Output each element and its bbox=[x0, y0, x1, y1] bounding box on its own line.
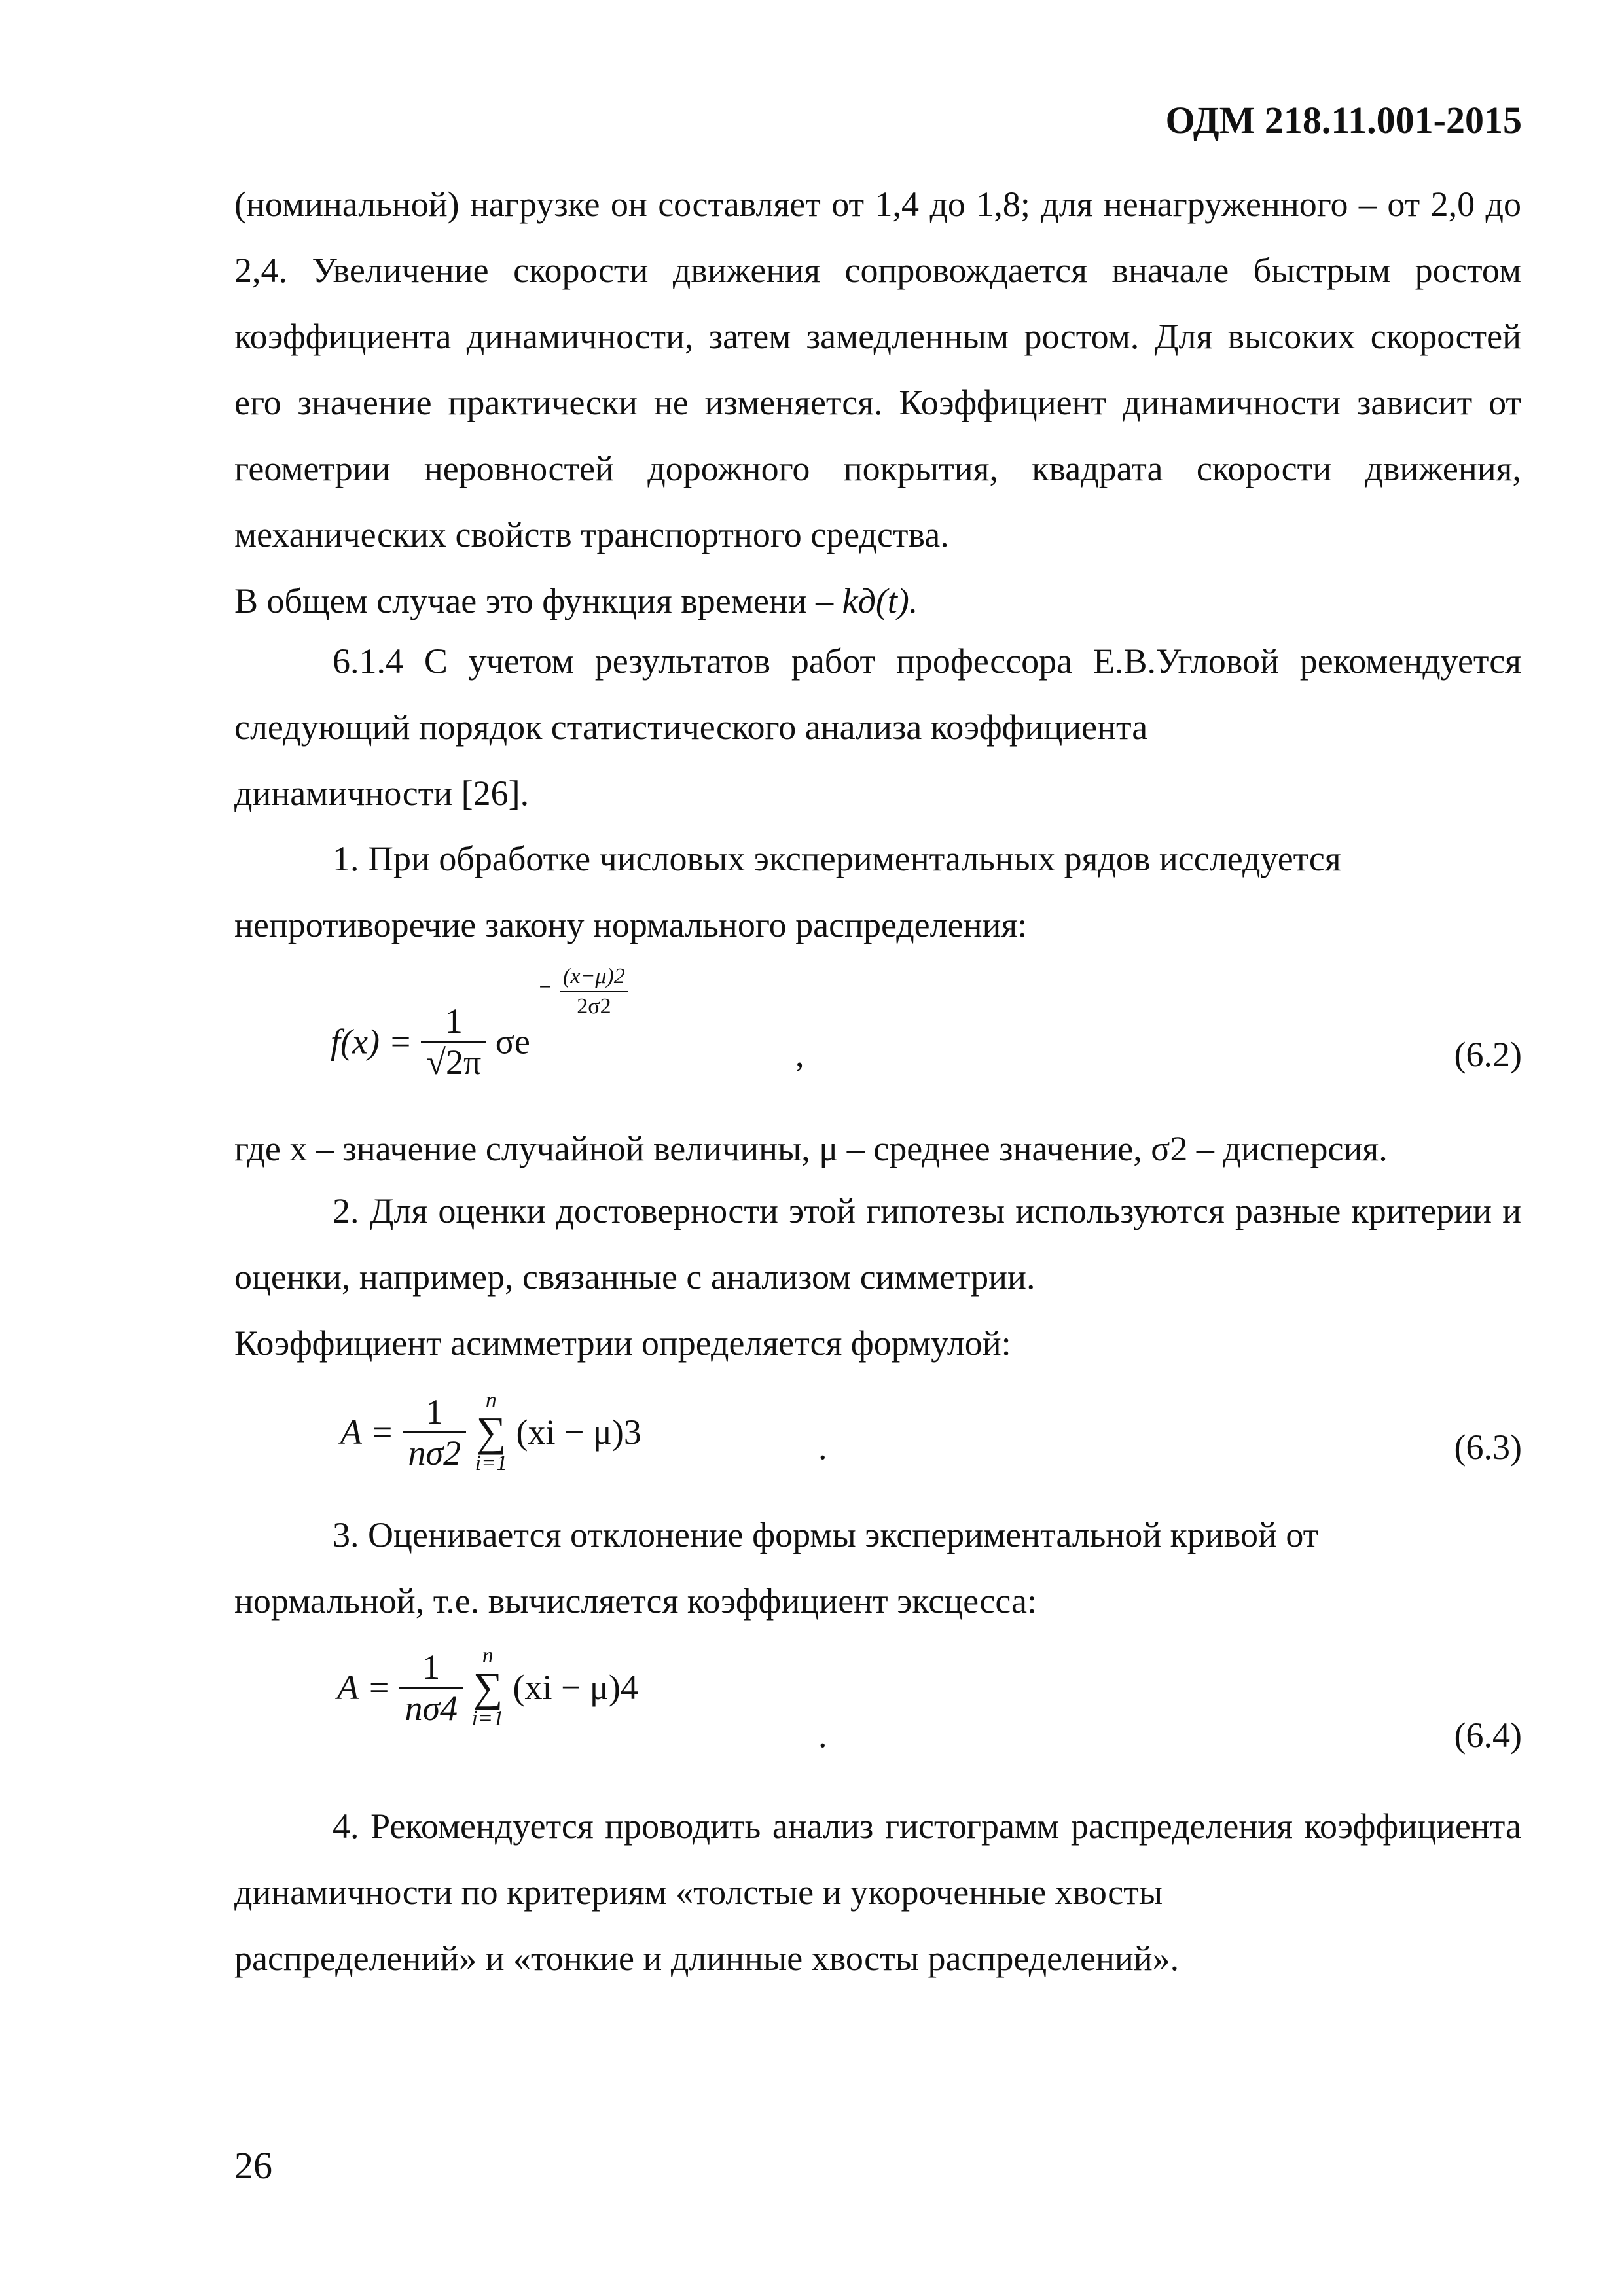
paragraph-6-last-line: распределений» и «тонкие и длинные хвосты распределений». bbox=[234, 1939, 1180, 1978]
formula-6-3-fraction bbox=[403, 1392, 466, 1473]
equation-number-6-4: (6.4) bbox=[1454, 1715, 1522, 1755]
formula-6-3-denominator: nσ2 bbox=[408, 1433, 461, 1473]
paragraph-2 bbox=[234, 628, 1521, 827]
paragraph-3-last-line: непротиворечие закону нормального распределения: bbox=[234, 905, 1028, 944]
formula-6-3-sum-upper: n bbox=[485, 1388, 497, 1412]
formula-6-3-sum-lower: i=1 bbox=[475, 1451, 507, 1475]
paragraph-6-body: 4. Рекомендуется проводить анализ гистограмм распределения коэффициента динамичности по критериям «толстые и укороченные хвосты bbox=[234, 1806, 1521, 1912]
formula-6-4-sum-lower: i=1 bbox=[471, 1706, 504, 1731]
formula-6-2-tail: σe bbox=[495, 1022, 530, 1062]
formula-6-2-denominator: √2π bbox=[426, 1043, 482, 1082]
formula-6-4-sum-upper: n bbox=[482, 1643, 494, 1668]
equation-number-6-3: (6.3) bbox=[1454, 1427, 1522, 1467]
formula-6-2-punct: , bbox=[795, 1035, 804, 1074]
formula-6-4-body: (xi − μ)4 bbox=[513, 1668, 638, 1707]
variables-explanation bbox=[234, 1116, 1521, 1182]
sigma-sum-icon: ∑ bbox=[476, 1408, 507, 1455]
paragraph-5 bbox=[234, 1502, 1521, 1634]
formula-6-4-punct: . bbox=[818, 1715, 827, 1755]
formula-6-3-lhs: A = bbox=[340, 1412, 394, 1452]
paragraph-2-last-line: динамичности [26]. bbox=[234, 774, 530, 813]
paragraph-5-last-line: нормальной, т.е. вычисляется коэффициент эксцесса: bbox=[234, 1581, 1037, 1621]
formula-6-3-sum bbox=[475, 1388, 507, 1477]
paragraph-6 bbox=[234, 1793, 1521, 1992]
formula-6-2-lhs: f(x) = bbox=[331, 1022, 412, 1062]
paragraph-4-body: 2. Для оценки достоверности этой гипотезы используются разные критерии и оценки, например, связанные с анализом симметрии. bbox=[234, 1191, 1521, 1297]
formula-6-2-exp-numerator: (x−μ)2 bbox=[560, 962, 628, 992]
formula-6-3 bbox=[340, 1388, 641, 1477]
page-number: 26 bbox=[234, 2144, 272, 2187]
formula-6-2-numerator: 1 bbox=[421, 1001, 486, 1043]
paragraph-1 bbox=[234, 171, 1521, 634]
formula-6-2-exponent bbox=[560, 962, 628, 1021]
paragraph-3-body: 1. При обработке числовых экспериментальных рядов исследуется bbox=[333, 839, 1341, 878]
formula-6-3-body: (xi − μ)3 bbox=[516, 1412, 641, 1452]
formula-6-2-exp-denominator: 2σ2 bbox=[577, 994, 611, 1018]
sigma-sum-icon: ∑ bbox=[473, 1664, 503, 1710]
formula-6-4-lhs: A = bbox=[337, 1668, 391, 1707]
formula-6-2-fraction bbox=[421, 1001, 486, 1082]
formula-6-3-numerator: 1 bbox=[403, 1392, 466, 1433]
formula-6-4 bbox=[337, 1643, 638, 1732]
paragraph-1-body: (номинальной) нагрузке он составляет от 1,4 до 1,8; для ненагруженного – от 2,0 до 2,4. Увеличение скорости движения сопровождается вначале быстрым ростом коэффициента динамичности, затем замедленным ростом. Для высоких скоростей его значение практически не изменяется. Коэффициент динамичности зависит от геометрии неровностей дорожного покрытия, квадрата скорости движения, механических свойств транспортного средства. bbox=[234, 185, 1521, 554]
paragraph-3 bbox=[234, 826, 1521, 958]
equation-number-6-2: (6.2) bbox=[1454, 1035, 1522, 1074]
paragraph-4 bbox=[234, 1178, 1521, 1376]
paragraph-4-last-line: Коэффициент асимметрии определяется формулой: bbox=[234, 1323, 1011, 1363]
paragraph-2-body: 6.1.4 С учетом результатов работ профессора Е.В.Угловой рекомендуется следующий порядок статистического анализа коэффициента bbox=[234, 641, 1521, 747]
formula-6-4-denominator: nσ4 bbox=[405, 1688, 458, 1728]
variables-explanation-text: где x – значение случайной величины, μ – среднее значение, σ2 – дисперсия. bbox=[234, 1129, 1388, 1168]
formula-6-4-sum bbox=[472, 1643, 504, 1732]
dynamic-coefficient-function: kд(t). bbox=[842, 581, 918, 620]
paragraph-1-last-text: В общем случае это функция времени – bbox=[234, 581, 842, 620]
formula-6-4-numerator: 1 bbox=[399, 1647, 463, 1689]
formula-6-4-fraction bbox=[399, 1647, 463, 1728]
formula-6-3-punct: . bbox=[818, 1427, 827, 1467]
paragraph-5-body: 3. Оценивается отклонение формы экспериментальной кривой от bbox=[333, 1515, 1319, 1554]
document-code: ОДМ 218.11.001-2015 bbox=[1165, 99, 1522, 141]
paragraph-1-last-line bbox=[234, 568, 1521, 634]
formula-6-2-exp-sign: − bbox=[539, 975, 552, 999]
